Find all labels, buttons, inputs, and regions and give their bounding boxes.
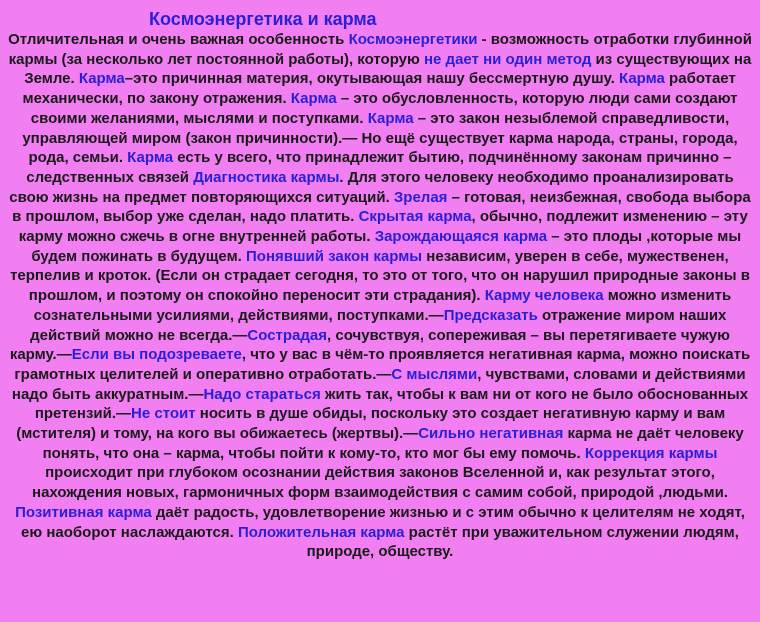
highlighted-term: Скрытая карма [358, 208, 472, 226]
highlighted-term: Карма [127, 149, 174, 167]
article-body [6, 30, 754, 562]
body-text: происходит при глубоком осознании действия законов Вселенной и, как результат этого, нахождения новых, гармоничных форм взаимодействия с самим собой, природой ,людьми. [32, 464, 728, 502]
highlighted-term: Карма [290, 90, 337, 108]
body-text: – это обусловленность, которую люди сами создают своими желаниями, мыслями и поступками. [30, 90, 738, 127]
highlighted-term: Зарождающаяся карма [374, 228, 548, 246]
body-text: носить в душе обиды, поскольку это создает негативную карму и вам (мстителя) и тому, на кого вы обижаетесь (жертвы).— [16, 405, 726, 443]
body-text: растёт при уважительном служении людям, природе, обществу. [306, 523, 739, 561]
body-text: независим, уверен в себе, мужественен, терпелив и кроток. (Если он страдает сегодня, то это от того, что он нарушил природные законы в прошлом, и поэтому он спокойно переносит эти страдания). [10, 247, 750, 305]
body-text: Отличительная и очень важная особенность [8, 31, 349, 48]
body-text: даёт радость, удовлетворение жизнью и с этим обычно к целителям не ходят, ею наоборот наслаждаются. [21, 503, 745, 541]
body-text: , чувствами, словами и действиями надо быть аккуратным.— [11, 365, 746, 403]
highlighted-term: Карма [367, 109, 414, 127]
body-text: - возможность отработки глубинной кармы (за несколько лет постоянной работы), которую [8, 31, 752, 68]
body-text: , что у вас в чём-то проявляется негативная карма, можно поискать грамотных целителей и оперативно отработать.— [14, 346, 751, 383]
highlighted-term: Карма [619, 70, 665, 88]
highlighted-term: Диагностика кармы [193, 168, 340, 186]
body-text: , сочувствуя, сопереживая – вы перетягиваете чужую карму.— [9, 326, 730, 364]
body-text: карма не даёт человеку понять, что она – карма, чтобы пойти к кому-то, кто мог бы ему помочь. [42, 425, 744, 462]
body-text: можно изменить сознательными усилиями, действиями, поступками.— [33, 287, 732, 324]
body-text: . Для этого человеку необходимо проанализировать свою жизнь на предмет повторяющихся ситуаций. [9, 168, 734, 206]
highlighted-term: Если вы подозреваете [71, 346, 242, 364]
highlighted-term: Карма [78, 70, 125, 88]
body-text: работает механически, по закону отражения. [22, 70, 736, 108]
article-title: Космоэнергетика и карма [149, 9, 377, 29]
body-text: есть у всего, что принадлежит бытию, подчинённому законам причинно – следственных связей [26, 149, 732, 186]
highlighted-term: Предсказать [443, 306, 538, 324]
highlighted-term: Сострадая [247, 326, 328, 344]
highlighted-term: С мыслями [391, 365, 478, 383]
body-text: – это плоды ,которые мы будем пожинать в будущем. [31, 228, 742, 265]
body-text: жить так, чтобы к вам ни от кого не было обоснованных претензий.— [34, 385, 749, 423]
highlighted-term: Коррекция кармы [584, 444, 718, 462]
body-text: – это закон незыблемой справедливости, управляющей миром (закон причинности).— Но ещё существует карма народа, страны, города, рода, семьи. [22, 109, 738, 167]
highlighted-term: Космоэнергетики [348, 31, 478, 48]
highlighted-term: Карму человека [484, 287, 604, 305]
highlighted-term: Сильно негативная [418, 425, 564, 443]
body-text: – готовая, неизбежная, свобода выбора в прошлом, выбор уже сделан, надо платить. [12, 188, 751, 226]
body-text: –это причинная материя, окутывающая нашу бессмертную душу. [124, 70, 619, 88]
body-text: , обычно, подлежит изменению – эту карму можно сжечь в огне внутренней работы. [18, 208, 748, 246]
highlighted-term: Не стоит [131, 405, 196, 423]
highlighted-term: Позитивная карма [15, 503, 152, 521]
highlighted-term: Понявший закон кармы [246, 247, 423, 265]
body-text: отражение миром наших действий можно не всегда.— [30, 306, 727, 344]
highlighted-term: Положительная карма [237, 523, 405, 541]
highlighted-term: Зрелая [393, 188, 448, 206]
highlighted-term: Надо стараться [203, 385, 321, 403]
body-text: из существующих на Земле. [24, 50, 752, 88]
highlighted-term: не дает ни один метод [423, 50, 592, 68]
